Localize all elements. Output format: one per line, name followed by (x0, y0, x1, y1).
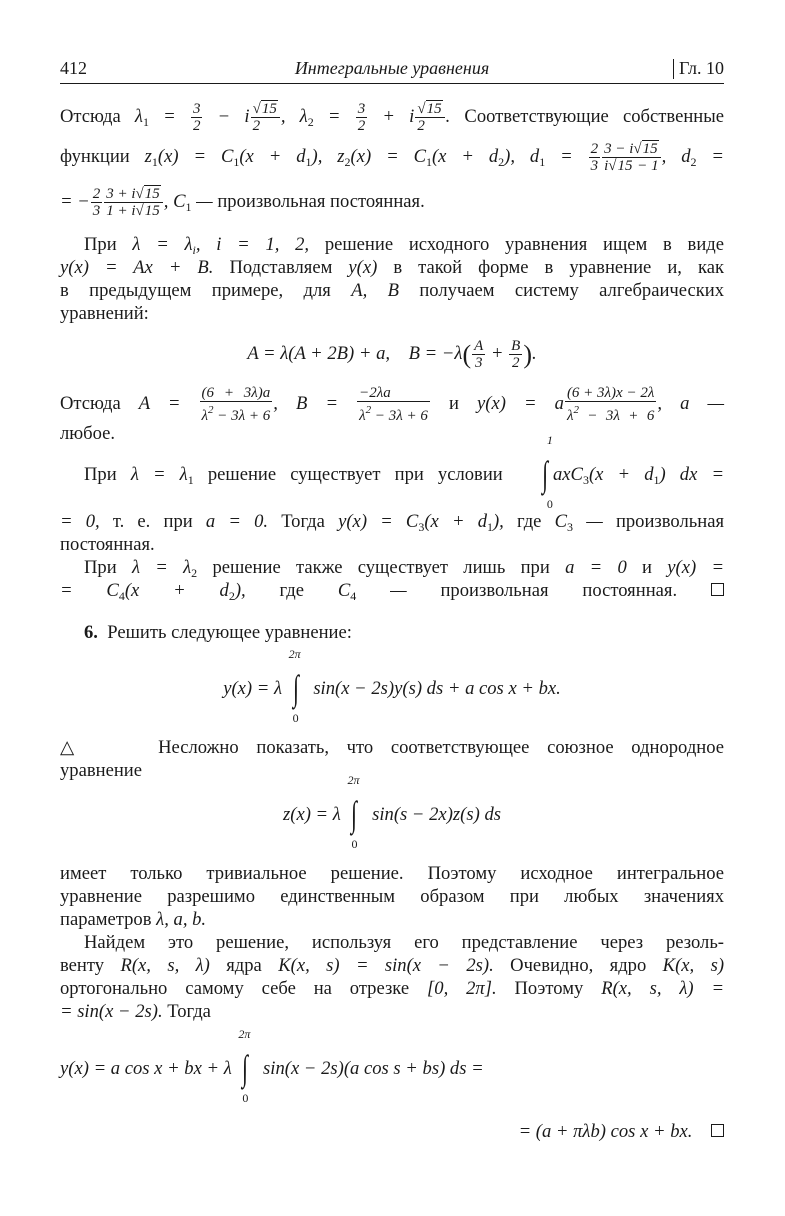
text: Отсюда (60, 105, 121, 127)
text: При (84, 234, 117, 255)
formula: λ, a, b. (156, 909, 207, 930)
problem-statement (60, 621, 724, 645)
text-line (60, 141, 724, 174)
triangle-icon: △ (60, 737, 88, 758)
integral-sign: ∫ 2π 0 (288, 646, 301, 725)
formula: K(x, s) = sin(x − 2s). (278, 955, 494, 976)
formula: = sin(x − 2s). (60, 1001, 163, 1022)
text: получаем систему алгебраических (419, 280, 725, 301)
page-number: 412 (60, 58, 87, 78)
text-line (60, 977, 724, 1001)
text: уравнение разрешимо единственным образом при любых значениях (60, 886, 724, 907)
formula: = − $\frac{2}{3}$ $\frac{3 + i√15}{1 + i√15}$ , $C_1$ — (60, 186, 218, 219)
formula: R(x, s, λ) (120, 955, 210, 976)
qed-square-icon (711, 1124, 724, 1137)
formula: a = 0 (565, 557, 627, 578)
display-formula (60, 338, 724, 371)
display-formula (60, 1026, 724, 1105)
text: т. е. при (112, 511, 193, 532)
text: функции (60, 145, 130, 167)
text: решение существует при условии (207, 464, 503, 485)
formula: a = 0. (205, 511, 269, 532)
text-line (60, 256, 724, 280)
integral-sign: ∫ 2π 0 (347, 772, 360, 851)
text-line (60, 736, 724, 760)
formula: $y(x) = C_3(x + d_1)$, (338, 511, 504, 534)
text: Найдем это решение, используя его представление через резоль- (84, 932, 724, 953)
display-formula (60, 772, 724, 851)
text: любое. (60, 423, 116, 444)
text: Несложно показать, что соответствующее союзное однородное (158, 737, 725, 758)
text: Очевидно, ядро (510, 955, 647, 976)
text: произвольная постоянная. (440, 580, 678, 601)
integral-sign: ∫ 2π 0 (238, 1026, 251, 1105)
text-line (60, 862, 724, 886)
text: в такой форме в уравнение и, как (393, 257, 724, 278)
text: уравнение (60, 760, 142, 781)
text: параметров (60, 909, 152, 930)
formula: y(x) = (667, 557, 725, 578)
text-line (60, 302, 724, 326)
formula: y(x) = λ ∫ 2π 0 sin(x − 2s)y(s) ds + a cos x + bx. (223, 646, 561, 725)
text: где (279, 580, 304, 601)
text-line (60, 954, 724, 978)
formula: A = λ(A + 2B) + a, B = −λ( $\frac{A}{3}$ + $\frac{B}{2}$ ). (247, 338, 537, 371)
qed-square-icon (711, 583, 724, 596)
text-line (60, 759, 724, 783)
document-page (60, 0, 724, 1216)
formula: $C_3$ — (554, 511, 603, 534)
formula: ∫ 1 0 $axC_3(x + d_1)$ dx = (517, 464, 724, 485)
formula: $\lambda = \lambda_2$ (131, 557, 198, 580)
text-line (60, 101, 724, 134)
header-rule (60, 83, 724, 84)
formula: R(x, s, λ) = (601, 978, 725, 999)
formula: $C_4$ — (337, 580, 407, 603)
text: произвольная постоянная. (217, 190, 425, 212)
text-line (60, 931, 724, 955)
formula: y(x) = Ax + B. (60, 257, 214, 278)
formula: = (a + πλb) cos x + bx. (518, 1121, 693, 1142)
text: и (642, 557, 652, 578)
text: венту (60, 955, 105, 976)
text-line (60, 1000, 724, 1024)
text: решение также существует лишь при (212, 557, 550, 578)
formula: $\lambda_1$ = $\frac{3}{2}$ − i $\frac{√15}{2}$ , $\lambda_2$ = $\frac{3}{2}$ + i $\frac{√15}{2}$ . (134, 101, 451, 134)
text: При (84, 464, 117, 485)
text-line (60, 908, 724, 932)
text-line (60, 533, 724, 557)
text-line (60, 186, 724, 219)
integral-sign: ∫ 1 0 (542, 432, 553, 511)
text: постоянная. (60, 534, 155, 555)
text-line (60, 385, 724, 424)
text: Подставляем (229, 257, 333, 278)
text: Поэтому (514, 978, 584, 999)
text-line (60, 279, 724, 303)
text-line (60, 885, 724, 909)
formula: A = $\frac{(6 + 3\lambda)a}{\lambda^2 - 3\lambda + 6}$ , B = $\frac{-2\lambda a}{\lambda^2 - 3\lambda + 6}$ (138, 385, 428, 424)
formula: $\lambda = \lambda_i$, i = 1, 2, (132, 234, 310, 257)
problem-number: 6. (84, 622, 98, 643)
formula: = 0, (60, 511, 100, 532)
chapter-label: Гл. 10 (678, 58, 724, 78)
formula: = $C_4(x + d_2)$, (60, 580, 246, 603)
text: в предыдущем примере, для (60, 280, 331, 301)
formula: y(x) = a $\frac{(6 + 3\lambda)x - 2\lambda}{\lambda^2 - 3\lambda + 6}$ , a — (477, 385, 724, 424)
text: уравнений: (60, 303, 149, 324)
text: Решить следующее уравнение: (107, 622, 352, 643)
formula: $z_1(x) = C_1(x + d_1)$, $z_2(x) = C_1(x + d_2)$, $d_1$ = $\frac{2}{3}$ $\frac{3 - i√15}{i√15 - 1}$ , $d_2$ = (144, 141, 724, 174)
formula: y(x) (348, 257, 378, 278)
running-header (60, 58, 724, 84)
formula: y(x) = a cos x + bx + λ ∫ 2π 0 sin(x − 2s)(a cos s + bs) ds = (60, 1026, 484, 1105)
text: Тогда (281, 511, 325, 532)
text: решение исходного уравнения ищем в виде (324, 234, 724, 255)
formula: $\lambda = \lambda_1$ (130, 464, 194, 487)
running-title: Интегральные уравнения (294, 58, 490, 78)
formula: K(x, s) (662, 955, 725, 976)
text-line (60, 579, 724, 608)
display-formula (60, 646, 724, 725)
text: ортогонально самому себе на отрезке (60, 978, 410, 999)
text: При (84, 557, 117, 578)
text: и (448, 392, 459, 414)
text: произвольная (615, 511, 724, 532)
display-formula (60, 1120, 724, 1144)
text: где (517, 511, 542, 532)
text: ядра (226, 955, 262, 976)
text: имеет только тривиальное решение. Поэтому исходное интегральное (60, 863, 724, 884)
text: Тогда (167, 1001, 211, 1022)
formula: [0, 2π]. (427, 978, 497, 999)
text-line (60, 422, 724, 446)
formula: A, B (351, 280, 399, 301)
text: Соответствующие собственные (464, 105, 724, 127)
formula: z(x) = λ ∫ 2π 0 sin(s − 2x)z(s) ds (283, 772, 501, 851)
text: Отсюда (60, 392, 121, 414)
